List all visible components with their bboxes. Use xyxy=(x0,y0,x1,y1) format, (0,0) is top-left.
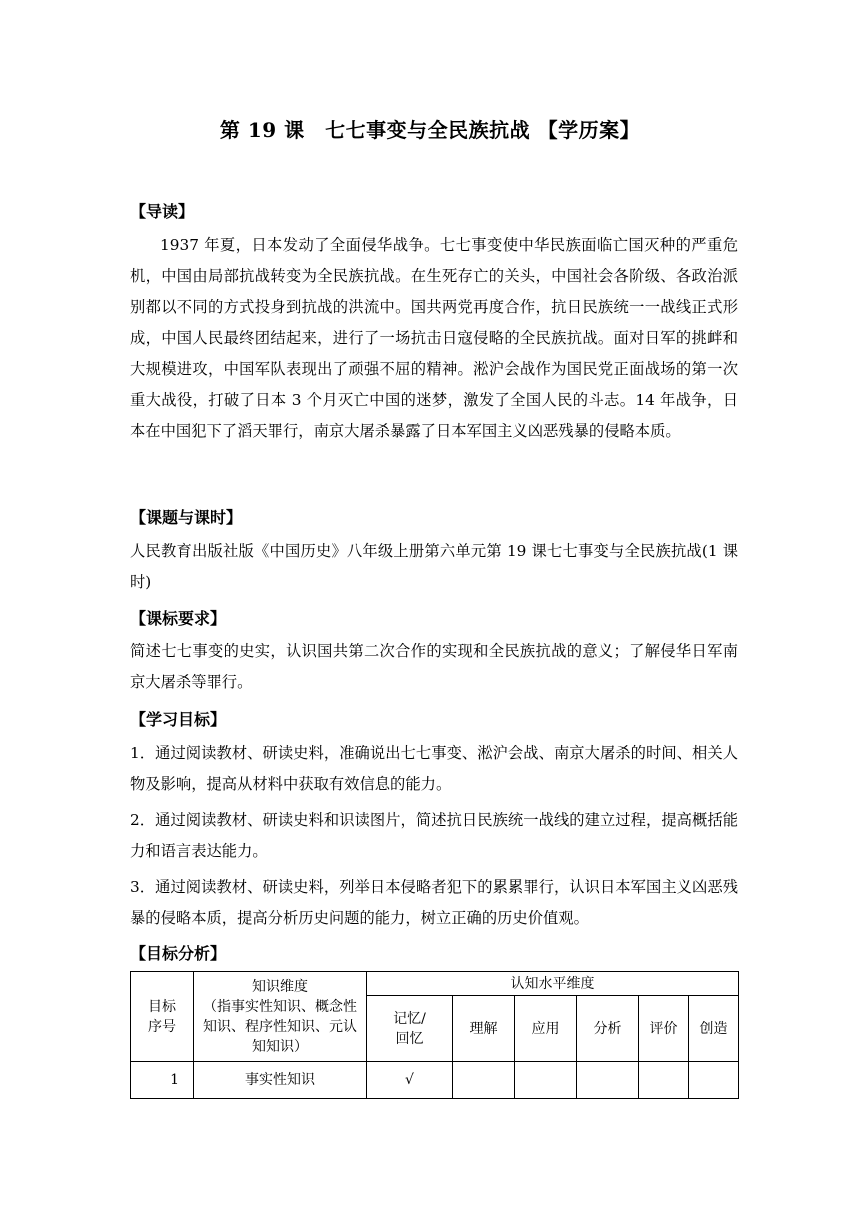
row-mark-create xyxy=(689,1062,739,1099)
row-knowledge-type: 事实性知识 xyxy=(194,1062,367,1099)
level-understand: 理解 xyxy=(453,996,515,1062)
standard-heading: 【课标要求】 xyxy=(130,609,227,628)
intro-heading: 【导读】 xyxy=(130,202,195,221)
standard-paragraph: 简述七七事变的史实，认识国共第二次合作的实现和全民族抗战的意义；了解侵华日军南京大屠杀等罪行。 xyxy=(130,642,738,691)
header-knowledge-dimension xyxy=(194,972,367,1062)
row-mark-analyze xyxy=(577,1062,639,1099)
topic-heading: 【课题与课时】 xyxy=(130,508,243,527)
goal-analysis-table xyxy=(130,971,739,1099)
intro-paragraph: 1937 年夏，日本发动了全面侵华战争。七七事变使中华民族面临亡国灭种的严重危机，中国由局部抗战转变为全民族抗战。在生死存亡的关头，中国社会各阶级、各政治派别都以不同的方式投身到抗战的洪流中。国共两党再度合作，抗日民族统一一战线正式形成，中国人民最终团结起来，进行了一场抗击日寇侵略的全民族抗战。面对日军的挑衅和大规模进攻，中国军队表现出了顽强不屈的精神。淞沪会战作为国民党正面战场的第一次重大战役，打破了日本 3 个月灭亡中国的迷梦，激发了全国人民的斗志。14 年战争，日本在中国犯下了滔天罪行，南京大屠杀暴露了日本军国主义凶恶残暴的侵略本质。 xyxy=(130,236,738,440)
goal-item-3: 3．通过阅读教材、研读史料，列举日本侵略者犯下的累累罪行，认识日本军国主义凶恶残暴的侵略本质，提高分析历史问题的能力，树立正确的历史价值观。 xyxy=(130,878,738,927)
goal-item-2: 2．通过阅读教材、研读史料和识读图片，简述抗日民族统一战线的建立过程，提高概括能力和语言表达能力。 xyxy=(130,811,738,860)
knowledge-dimension-title: 知识维度 xyxy=(252,978,308,995)
header-cognitive-dimension: 认知水平维度 xyxy=(367,972,739,996)
level-apply: 应用 xyxy=(515,996,577,1062)
level-evaluate: 评价 xyxy=(639,996,689,1062)
row-mark-evaluate xyxy=(639,1062,689,1099)
header-goal-number: 目标序号 xyxy=(131,972,194,1062)
row-mark-understand xyxy=(453,1062,515,1099)
topic-paragraph: 人民教育出版社版《中国历史》八年级上册第六单元第 19 课七七事变与全民族抗战(1 课时) xyxy=(130,542,738,591)
level-create: 创造 xyxy=(689,996,739,1062)
row-mark-apply xyxy=(515,1062,577,1099)
level-analyze: 分析 xyxy=(577,996,639,1062)
row-goal-number: 1 xyxy=(131,1062,194,1099)
row-mark-remember: √ xyxy=(367,1062,453,1099)
goal-item-1: 1．通过阅读教材、研读史料，准确说出七七事变、淞沪会战、南京大屠杀的时间、相关人物及影响，提高从材料中获取有效信息的能力。 xyxy=(130,744,738,793)
knowledge-dimension-note: （指事实性知识、概念性知识、程序性知识、元认知知识） xyxy=(203,998,357,1055)
analysis-heading: 【目标分析】 xyxy=(130,944,227,963)
page-title: 第 19 课 七七事变与全民族抗战 【学历案】 xyxy=(219,118,641,142)
table-row xyxy=(131,1062,739,1099)
goals-heading: 【学习目标】 xyxy=(130,710,227,729)
level-remember: 记忆/回忆 xyxy=(367,996,453,1062)
